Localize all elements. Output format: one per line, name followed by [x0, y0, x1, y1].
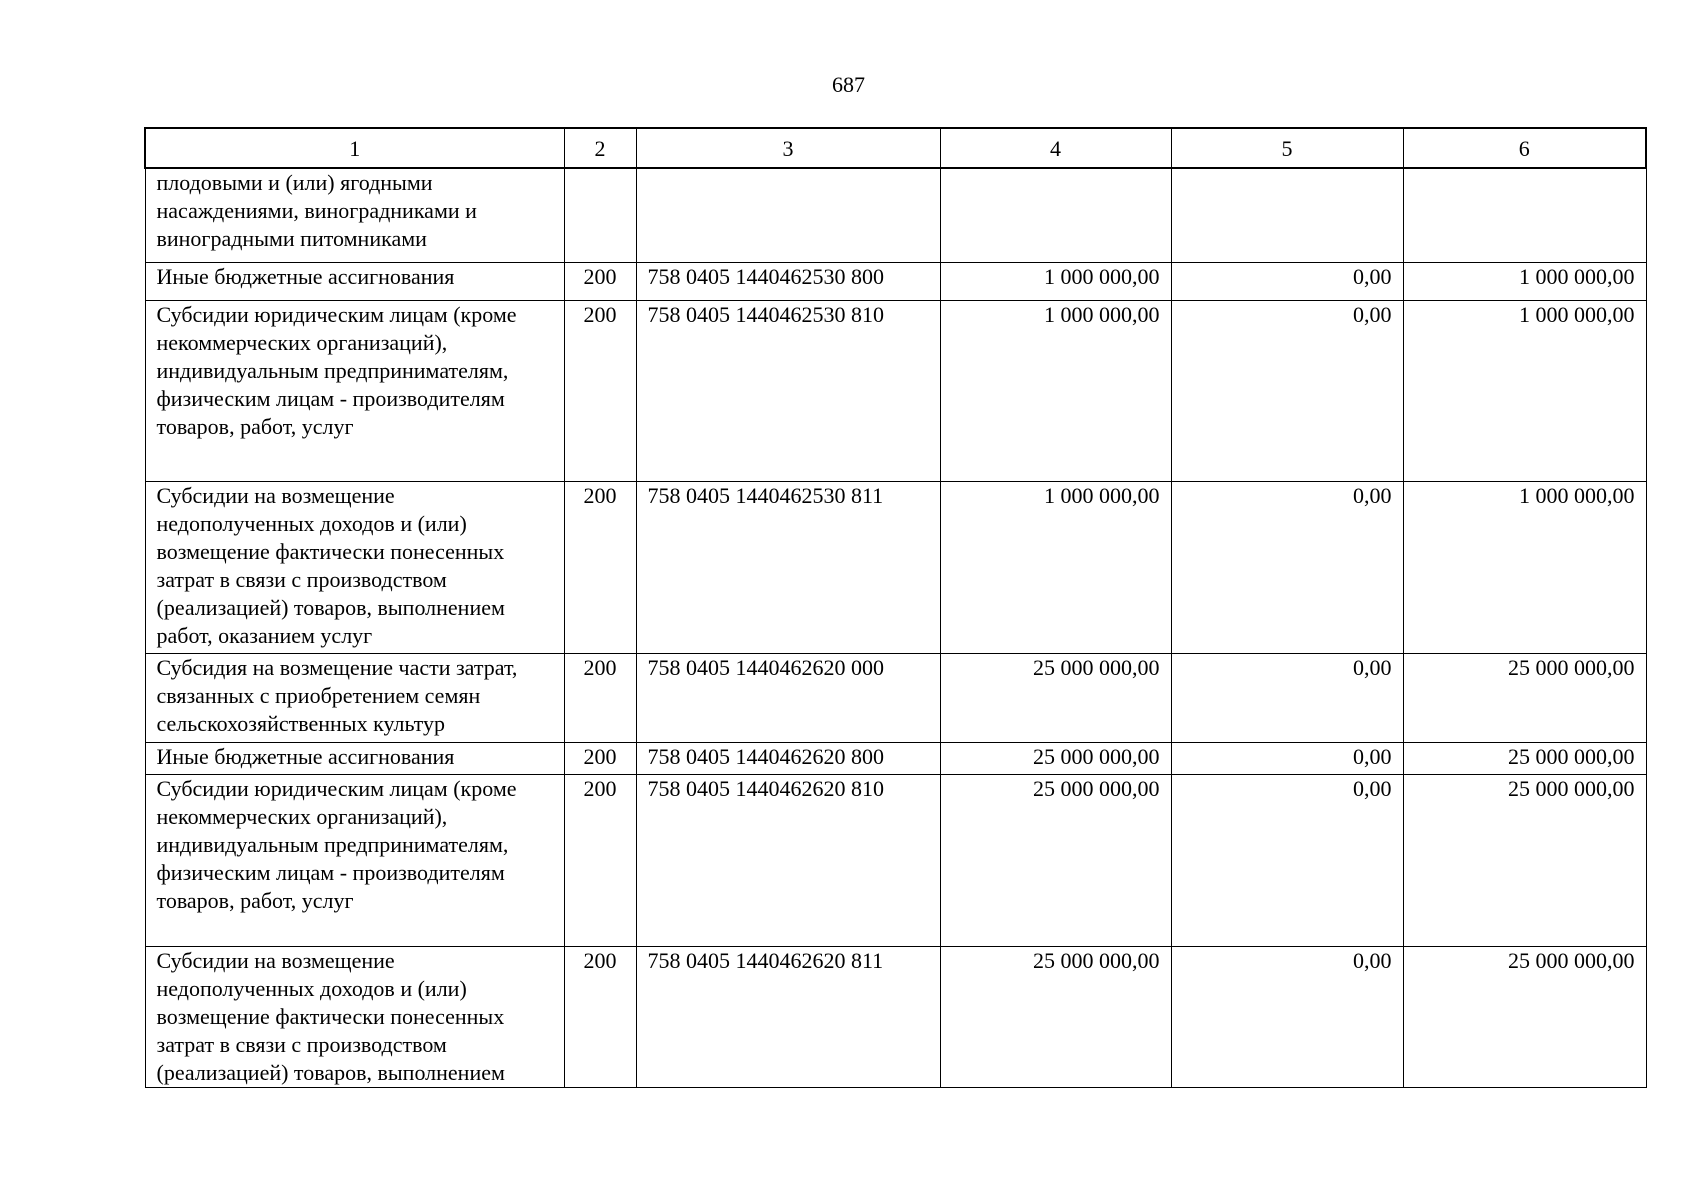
row-value-6	[1403, 168, 1646, 263]
row-value-5: 0,00	[1171, 743, 1403, 775]
row-col2: 200	[564, 775, 636, 947]
header-col-1: 1	[145, 128, 564, 168]
row-col2: 200	[564, 301, 636, 482]
table-row	[145, 775, 1646, 947]
row-value-4: 25 000 000,00	[940, 743, 1171, 775]
row-name: Субсидии юридическим лицам (кроме некоммерческих организаций), индивидуальным предпринимателям, физическим лицам - производителям товаров, работ, услуг	[145, 775, 564, 947]
row-value-6: 25 000 000,00	[1403, 775, 1646, 947]
row-value-6: 25 000 000,00	[1403, 654, 1646, 743]
row-value-6: 1 000 000,00	[1403, 301, 1646, 482]
row-value-5: 0,00	[1171, 301, 1403, 482]
header-col-4: 4	[940, 128, 1171, 168]
row-code	[636, 168, 940, 263]
table-row	[145, 168, 1646, 263]
row-value-4: 25 000 000,00	[940, 775, 1171, 947]
row-value-4: 1 000 000,00	[940, 263, 1171, 301]
row-value-5: 0,00	[1171, 654, 1403, 743]
header-col-6: 6	[1403, 128, 1646, 168]
row-code: 758 0405 1440462620 000	[636, 654, 940, 743]
row-value-5: 0,00	[1171, 775, 1403, 947]
row-value-5: 0,00	[1171, 947, 1403, 1088]
row-code: 758 0405 1440462530 810	[636, 301, 940, 482]
row-code: 758 0405 1440462620 810	[636, 775, 940, 947]
row-value-5: 0,00	[1171, 263, 1403, 301]
row-code: 758 0405 1440462620 800	[636, 743, 940, 775]
row-name: плодовыми и (или) ягодными насаждениями, виноградниками и виноградными питомниками	[145, 168, 564, 263]
row-value-4: 25 000 000,00	[940, 654, 1171, 743]
row-code: 758 0405 1440462530 800	[636, 263, 940, 301]
row-value-6: 1 000 000,00	[1403, 263, 1646, 301]
row-value-4	[940, 168, 1171, 263]
row-col2	[564, 168, 636, 263]
row-col2: 200	[564, 654, 636, 743]
row-name: Иные бюджетные ассигнования	[145, 743, 564, 775]
row-name: Субсидии на возмещение недополученных доходов и (или) возмещение фактически понесенных затрат в связи с производством (реализацией) товаров, выполнением	[145, 947, 564, 1088]
header-col-3: 3	[636, 128, 940, 168]
row-value-4: 1 000 000,00	[940, 301, 1171, 482]
page-number: 687	[832, 72, 865, 97]
table-row	[145, 654, 1646, 743]
row-name: Субсидии на возмещение недополученных доходов и (или) возмещение фактически понесенных затрат в связи с производством (реализацией) товаров, выполнением работ, оказанием услуг	[145, 482, 564, 654]
row-value-6: 1 000 000,00	[1403, 482, 1646, 654]
table-header	[145, 128, 1646, 168]
row-col2: 200	[564, 947, 636, 1088]
row-value-4: 1 000 000,00	[940, 482, 1171, 654]
row-value-6: 25 000 000,00	[1403, 947, 1646, 1088]
row-name: Субсидии юридическим лицам (кроме некоммерческих организаций), индивидуальным предпринимателям, физическим лицам - производителям товаров, работ, услуг	[145, 301, 564, 482]
header-row	[145, 128, 1646, 168]
table-row	[145, 743, 1646, 775]
row-name: Субсидия на возмещение части затрат, связанных с приобретением семян сельскохозяйственных культур	[145, 654, 564, 743]
table-row	[145, 301, 1646, 482]
header-col-2: 2	[564, 128, 636, 168]
budget-table	[144, 127, 1647, 1088]
row-col2: 200	[564, 743, 636, 775]
table-row	[145, 947, 1646, 1088]
table-row	[145, 482, 1646, 654]
row-value-4: 25 000 000,00	[940, 947, 1171, 1088]
row-value-6: 25 000 000,00	[1403, 743, 1646, 775]
row-value-5: 0,00	[1171, 482, 1403, 654]
table-row	[145, 263, 1646, 301]
header-col-5: 5	[1171, 128, 1403, 168]
row-code: 758 0405 1440462620 811	[636, 947, 940, 1088]
row-value-5	[1171, 168, 1403, 263]
row-code: 758 0405 1440462530 811	[636, 482, 940, 654]
row-col2: 200	[564, 482, 636, 654]
row-col2: 200	[564, 263, 636, 301]
table-body	[145, 168, 1646, 1088]
row-name: Иные бюджетные ассигнования	[145, 263, 564, 301]
